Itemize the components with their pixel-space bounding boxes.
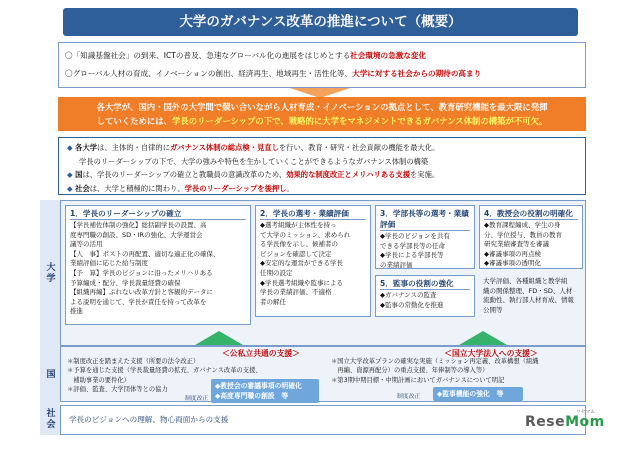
national-support-list: ＊国立大学改革プランの確実な実施（ミッション再定義、改革構想（組織 再編、資源再配分）の重点支援、年俸制等の導入等） ＊第3期中期目標・中期計画においてガバナンスについて明記: [331, 358, 539, 384]
page-title: 大学のガバナンス改革の推進について（概要）: [63, 8, 578, 36]
card-president-selection: 2．学長の選考・業績評価 ◆選考組織が主体性を持っ て大学のミッション、求められ る学長像を示し、候補者の ビジョンを確認して決定 ◆安定的な運営ができる学長 任期の設定 ◆学長選考組織や監事による 学長の業績評価、不適格 者の解任: [255, 205, 371, 317]
roles-box: [58, 137, 586, 195]
background-context-box: [58, 42, 586, 88]
support-arrow-right: [459, 331, 507, 345]
government-support-area: [60, 346, 586, 402]
public-private-reform-box: ◆教授会の審議事項の明確化 ◆高度専門職の創設 等: [211, 379, 319, 403]
card-dean-selection: 3．学部長等の選考・業績評価 ◆学長のビジョンを共有 できる学部長等の任命 ◆学長による学部長等 の業績評価: [375, 205, 475, 269]
role-university: ◆ 各大学は、主体的・自律的にガバナンス体制の総点検・見直しを行い、教育・研究・社会貢献の機能を最大化。: [67, 143, 440, 152]
card-faculty-meeting: 4．教授会の役割の明確化 ◆教育課程編成、学生の身 分、学位授与、教員の教育 研究業績審査等を審議 ◆審議事項の再点検 ◆審議事項の透明化: [479, 205, 583, 269]
university-measures-area: [60, 200, 586, 346]
side-label-university: 大学: [40, 200, 60, 346]
context-line-2: 〇グローバル人材の育成、イノベーションの創出、経済再生、地域再生・活性化等、大学に対する社会からの期待の高まり: [65, 69, 482, 78]
institution-reform-tag-left: 制度改正: [185, 396, 209, 402]
side-label-society: 社会: [40, 402, 60, 435]
public-private-support-list: ＊制度改正を踏まえた支援（所要の法令改正） ＊予算を通じた支援（学長裁量経費の拡充、ガバナンス改革の支援、 補助事業の要件化） ＊評価、監査、大学団体等との協力: [67, 358, 262, 394]
national-support-title: ＜国立大学法人への支援＞: [444, 349, 538, 358]
support-arrow-left: [195, 331, 243, 345]
card-leadership: 1．学長のリーダーシップの確立 【学長補佐体制の強化】総括副学長の設置、高 度専門職の創設、SD・IRの強化、大学運営会 議等の活用 【人 事】ポストの再配置、適切な適正化の確保、 業績評価に応じた給与制度 【予 算】学長のビジョンに沿ったメリハリある 予算編成・配分、学長裁量経費の確保 【組織再編】ぶれない改革方針と客観的データに よる説明を通じて、学長が責任を持って改革を 推進: [65, 205, 251, 325]
side-label-country: 国: [40, 346, 60, 402]
resemom-logo: ReseMom: [525, 414, 605, 430]
context-line-1: 〇「知識基盤社会」の到来、ICTの普及、急速なグローバル化の進展をはじめとする社会環境の急激な変化: [65, 51, 427, 60]
key-message-banner: 各大学が、国内・国外の大学間で競い合いながら人材育成・イノベーションの拠点として、教育研究機能を最大限に発揮 していくためには、学長のリーダーシップの下で、戦略的に大学をマネジメントできるガバナンス体制の構築が不可欠。: [58, 97, 586, 131]
logo-small-text: リセマム: [576, 410, 596, 415]
national-reform-box: ◆監事機能の強化 等: [433, 387, 523, 401]
card-auditor: 5．監事の役割の強化 ◆ガバナンスの監査 ◆監事の常勤化を推進: [375, 275, 475, 317]
public-private-support-title: ＜公私立共通の支援＞: [222, 349, 300, 358]
role-country: ◆ 国は、学長のリーダーシップの確立と教職員の意識改革のため、効果的な制度改正とメリハリある支援を実施。: [67, 170, 440, 179]
institution-reform-tag-right: 制度改正: [397, 394, 421, 400]
role-university-sub: 学長のリーダーシップの下で、大学の強みや特色を生かしていくことができるようなガバナンス体制の構築: [79, 156, 429, 166]
role-society: ◆ 社会は、大学と積極的に関わり、学長のリーダーシップを後押し。: [67, 183, 294, 193]
society-support-box: 学長のビジョンへの理解、物心両面からの支援: [60, 405, 586, 435]
other-measures: 大学評価、各種組織と教学組 織の関係整理、FD・SD、人材 流動性、執行部人材育成、情報 公開等: [483, 277, 574, 314]
